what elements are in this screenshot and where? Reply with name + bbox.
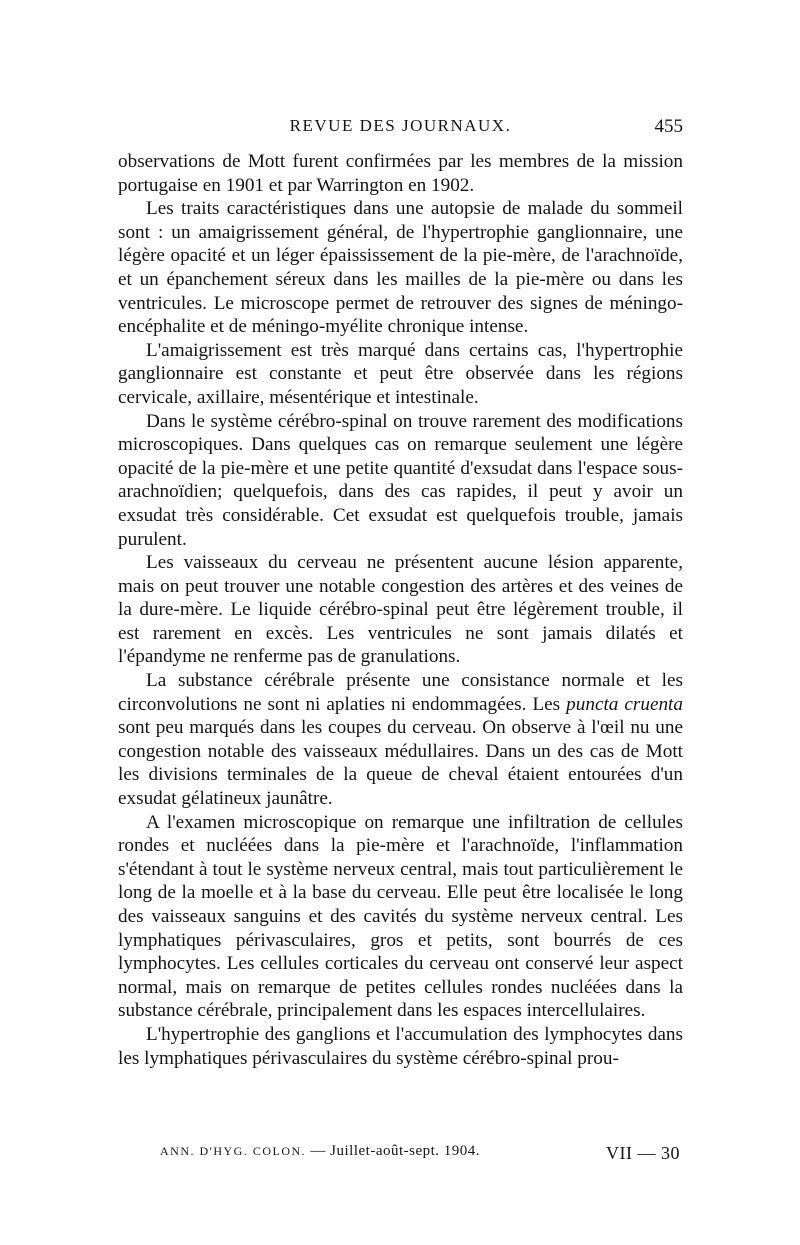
paragraph-2: Les traits caractéristiques dans une autopsie de malade du sommeil sont : un amaigrissement général, de l'hypertrophie ganglionnaire, une légère opacité et un léger épaississement de la pie-mère, de l'arachnoïde, et un épanchement séreux dans les mailles de la pie-mère ou dans les ventricules. Le microscope permet de retrouver des signes de méningo-encéphalite et de méningo-myélite chronique intense.	[118, 198, 683, 338]
body-text	[118, 150, 683, 1070]
running-head: REVUE DES JOURNAUX.	[289, 116, 512, 135]
paragraph-8: L'hypertrophie des ganglions et l'accumulation des lymphocytes dans les lymphatiques périvasculaires du système cérébro-spinal prou-	[118, 1023, 683, 1069]
page-footer	[160, 1143, 680, 1169]
issue-date: — Juillet-août-sept. 1904.	[310, 1143, 481, 1159]
paragraph-7: A l'examen microscopique on remarque une infiltration de cellules rondes et nucléées dans la pie-mère et l'arachnoïde, l'inflammation s'étendant à tout le système nerveux central, mais tout particulièrement le long de la moelle et à la base du cerveau. Elle peut être localisée le long des vaisseaux sanguins et des cavités du système nerveux central. Les lymphatiques périvasculaires, gros et petits, sont bourrés de ces lymphocytes. Les cellules corticales du cerveau ont conservé leur aspect normal, mais on remarque de petites cellules rondes nucléées dans la substance cérébrale, principalement dans les espaces intercellulaires.	[118, 811, 683, 1022]
signature-mark: VII — 30	[606, 1143, 680, 1163]
paragraph-6	[118, 669, 683, 811]
italic-term: puncta cruenta	[566, 693, 683, 715]
paragraph-3: L'amaigrissement est très marqué dans certains cas, l'hypertrophie ganglionnaire est constante et peut être observée dans les régions cervicale, axillaire, mésentérique et intestinale.	[118, 339, 683, 408]
footer-citation	[160, 1143, 480, 1160]
paragraph-1: observations de Mott furent confirmées par les membres de la mission portugaise en 1901 et par Warrington en 1902.	[118, 151, 683, 196]
paragraph-4: Dans le système cérébro-spinal on trouve rarement des modifications microscopiques. Dans quelques cas on remarque seulement une légère opacité de la pie-mère et une petite quantité d'exsudat dans l'espace sous-arachnoïdien; quelquefois, dans des cas rapides, il peut y avoir un exsudat très considérable. Cet exsudat est quelquefois trouble, jamais purulent.	[118, 410, 683, 550]
page-header	[118, 116, 683, 146]
paragraph-6-start: La substance cérébrale présente une consistance normale et les circonvolutions ne sont ni aplaties ni endommagées. Les	[118, 670, 683, 715]
page-number: 455	[654, 116, 683, 137]
paragraph-5: Les vaisseaux du cerveau ne présentent aucune lésion apparente, mais on peut trouver une notable congestion des artères et des veines de la dure-mère. Le liquide cérébro-spinal peut être légèrement trouble, il est rarement en excès. Les ventricules ne sont jamais dilatés et l'épandyme ne renferme pas de granulations.	[118, 552, 683, 668]
paragraph-6-end: sont peu marqués dans les coupes du cerveau. On observe à l'œil nu une congestion notable des vaisseaux médullaires. Dans un des cas de Mott les divisions terminales de la queue de cheval étaient entourées d'un exsudat gélatineux jaunâtre.	[118, 717, 683, 810]
journal-abbreviation: ANN. D'HYG. COLON.	[160, 1144, 307, 1158]
